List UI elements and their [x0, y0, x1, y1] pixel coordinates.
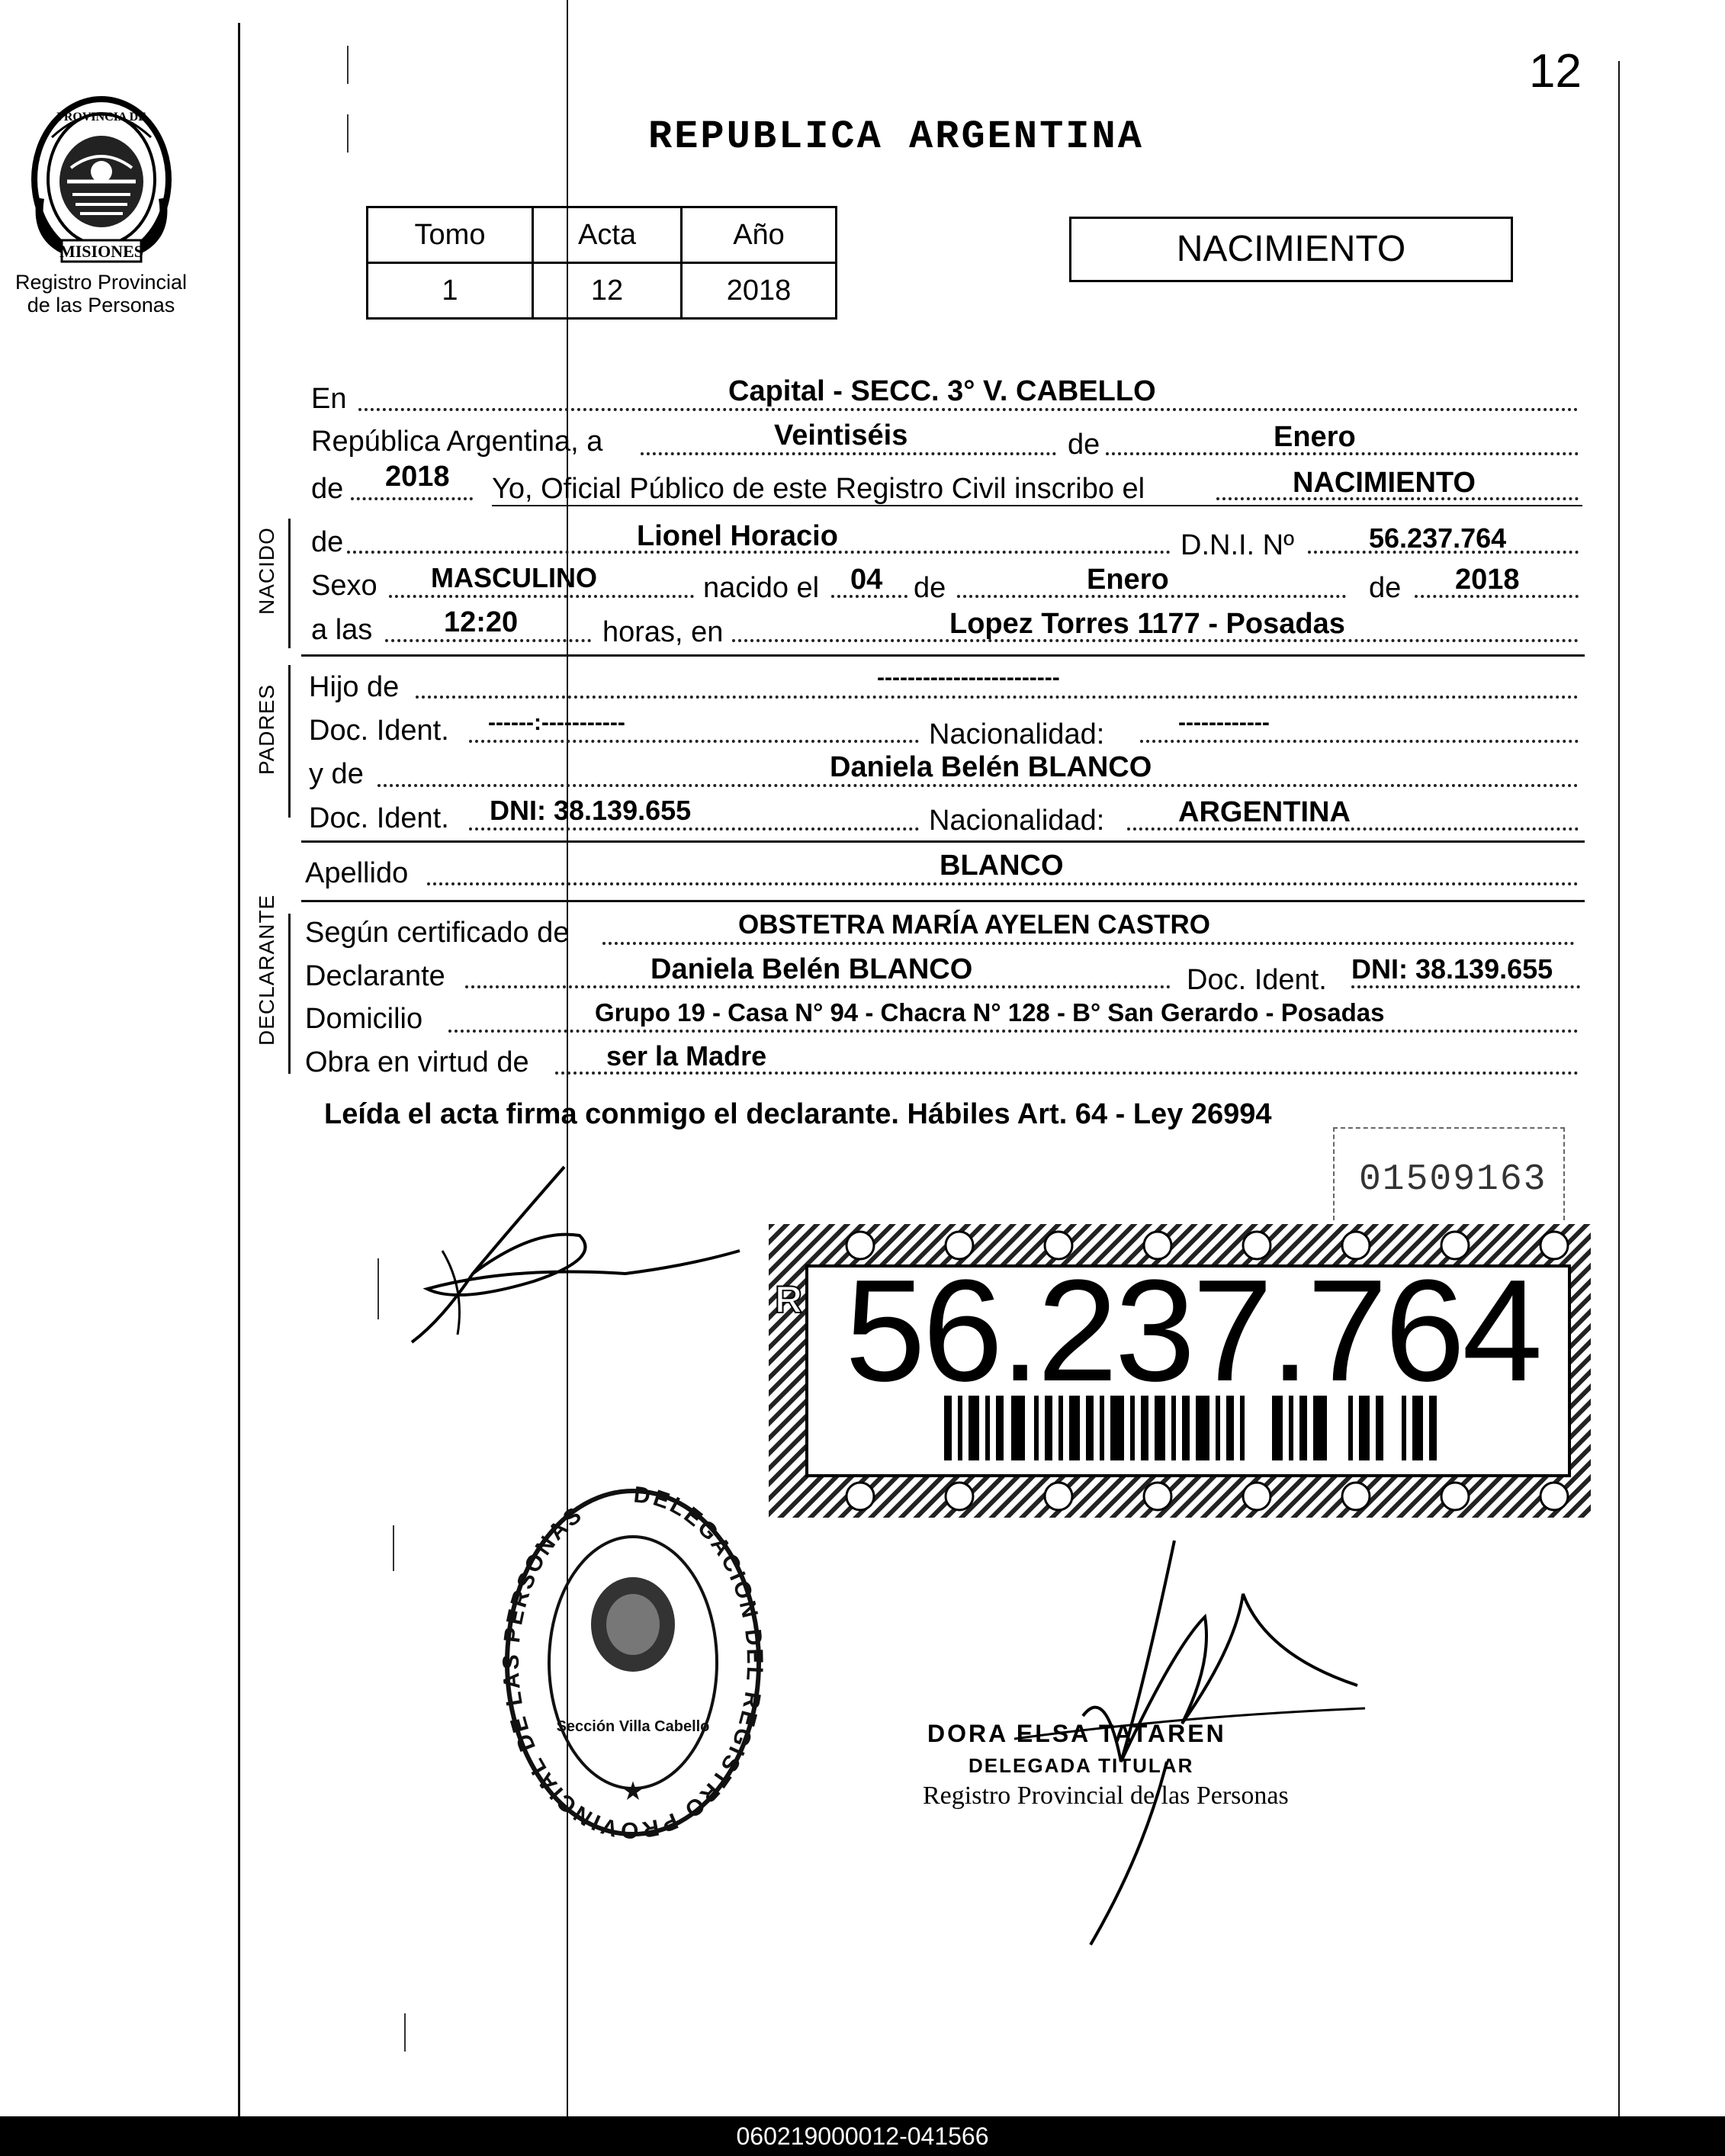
- horas-en-label: horas, en: [602, 616, 724, 648]
- registry-header-row: [368, 207, 837, 263]
- doc-ident-label: Doc. Ident.: [1187, 964, 1327, 996]
- section-bar: [288, 519, 291, 648]
- y-de-label: y de: [309, 758, 364, 790]
- dni-label: D.N.I. Nº: [1181, 529, 1294, 561]
- page-number: 12: [1529, 45, 1582, 98]
- sticker-pattern-letter: R: [775, 1278, 803, 1321]
- country-title: REPUBLICA ARGENTINA: [648, 114, 1144, 159]
- apellido-label: Apellido: [305, 857, 409, 889]
- scan-dash: [393, 1525, 394, 1571]
- scan-dash: [347, 114, 349, 153]
- emblem-top-text: PROVINCIA DE: [56, 111, 146, 124]
- registry-table: [366, 206, 837, 320]
- birth-year-value: 2018: [1455, 564, 1520, 596]
- dotted-line: [416, 696, 1579, 699]
- nacido-section-label: NACIDO: [255, 527, 278, 615]
- nacido-el-label: nacido el: [703, 572, 820, 604]
- acta-header: Acta: [533, 207, 682, 263]
- en-label: En: [311, 383, 347, 415]
- declarante-label: Declarante: [305, 960, 445, 992]
- hijo-de-label: Hijo de: [309, 671, 400, 703]
- declarante-section-label: DECLARANTE: [255, 894, 278, 1046]
- place-value: Capital - SECC. 3° V. CABELLO: [728, 375, 1156, 407]
- father-doc-value: ------:-----------: [488, 710, 625, 735]
- father-name-value: ------------------------: [877, 665, 1060, 690]
- logo-caption-line2: de las Personas: [27, 294, 175, 316]
- doc-ident-label: Doc. Ident.: [309, 715, 449, 747]
- seal-ring-text: DELEGACION DEL REGISTRO PROVINCIAL DE LAS PERSONAS: [498, 1482, 768, 1843]
- day-words-value: Veintiséis: [774, 419, 908, 451]
- section-separator: [301, 840, 1585, 843]
- declarant-signature-icon: [397, 1159, 763, 1358]
- mother-doc-value: DNI: 38.139.655: [490, 795, 692, 826]
- scan-dash: [404, 2013, 406, 2052]
- apellido-value: BLANCO: [940, 850, 1064, 882]
- act-type-box: NACIMIENTO: [1069, 217, 1513, 282]
- section-separator: [301, 900, 1585, 902]
- de-label: de: [311, 473, 344, 505]
- a-las-label: a las: [311, 614, 373, 646]
- domicilio-label: Domicilio: [305, 1003, 423, 1035]
- nacionalidad-label: Nacionalidad:: [929, 718, 1105, 750]
- tomo-header: Tomo: [368, 207, 533, 263]
- logo-caption-line1: Registro Provincial: [14, 271, 188, 294]
- svg-text:★: ★: [621, 1777, 645, 1806]
- act-word-value: NACIMIENTO: [1293, 467, 1476, 499]
- de-label: de: [1068, 429, 1100, 461]
- tomo-value: 1: [368, 263, 533, 319]
- birth-month-value: Enero: [1087, 564, 1169, 596]
- scan-dash: [347, 46, 349, 84]
- birth-day-value: 04: [850, 564, 883, 596]
- scan-dash: [377, 1258, 379, 1319]
- father-nationality-value: ------------: [1178, 710, 1270, 735]
- serial-stamp-frame: [1333, 1127, 1565, 1220]
- certificado-label: Según certificado de: [305, 917, 570, 949]
- mother-nationality-value: ARGENTINA: [1178, 796, 1351, 828]
- child-dni-value: 56.237.764: [1369, 522, 1507, 554]
- misiones-emblem-icon: [25, 92, 178, 271]
- birth-place-value: Lopez Torres 1177 - Posadas: [949, 608, 1345, 640]
- footer-code-bar: 060219000012-041566: [0, 2116, 1725, 2156]
- month-value: Enero: [1274, 421, 1356, 453]
- ano-value: 2018: [682, 263, 837, 319]
- officer-text: Yo, Oficial Público de este Registro Civil inscribo el: [492, 473, 1145, 505]
- domicilio-value: Grupo 19 - Casa N° 94 - Chacra N° 128 - B° San Gerardo - Posadas: [595, 998, 1385, 1027]
- year-value: 2018: [385, 461, 450, 493]
- closing-statement: Leída el acta firma conmigo el declarante. Hábiles Art. 64 - Ley 26994: [324, 1098, 1272, 1130]
- child-name-value: Lionel Horacio: [637, 520, 838, 552]
- ano-header: Año: [682, 207, 837, 263]
- republic-label: República Argentina, a: [311, 426, 603, 458]
- section-bar: [288, 665, 291, 818]
- declarante-value: Daniela Belén BLANCO: [650, 953, 973, 985]
- mother-name-value: Daniela Belén BLANCO: [830, 751, 1152, 783]
- underline: [492, 505, 1582, 506]
- scan-right-line: [1618, 61, 1620, 2116]
- doc-ident-label: Doc. Ident.: [309, 802, 449, 834]
- acta-value: 12: [533, 263, 682, 319]
- dni-sticker: [769, 1224, 1591, 1518]
- scan-margin-line: [238, 23, 240, 2116]
- seal-inner-text: Sección Villa Cabello: [556, 1718, 710, 1735]
- section-separator: [301, 654, 1585, 657]
- dni-sticker-number: 56.237.764: [845, 1250, 1540, 1412]
- nacionalidad-label: Nacionalidad:: [929, 805, 1105, 837]
- official-seal-icon: [496, 1480, 770, 1846]
- de-label: de: [914, 572, 946, 604]
- birth-time-value: 12:20: [444, 606, 519, 638]
- sexo-value: MASCULINO: [431, 562, 597, 593]
- sexo-label: Sexo: [311, 570, 377, 602]
- signatory-organization: Registro Provincial de las Personas: [923, 1782, 1289, 1810]
- de-label: de: [311, 526, 344, 558]
- registry-logo: [8, 92, 194, 316]
- emblem-bottom-text: MISIONES: [59, 242, 143, 261]
- registry-value-row: [368, 263, 837, 319]
- padres-section-label: PADRES: [255, 683, 278, 775]
- signatory-title: DELEGADA TITULAR: [969, 1754, 1194, 1777]
- dotted-line: [351, 497, 473, 500]
- obra-label: Obra en virtud de: [305, 1046, 529, 1078]
- obra-value: ser la Madre: [606, 1040, 767, 1072]
- signatory-name: DORA ELSA TATAREN: [927, 1720, 1226, 1747]
- de-label: de: [1369, 572, 1402, 604]
- dotted-line: [1351, 985, 1580, 988]
- section-bar: [288, 914, 291, 1074]
- form-serial-number: 01509163: [1359, 1159, 1547, 1200]
- declarante-doc-value: DNI: 38.139.655: [1351, 953, 1553, 985]
- certificado-value: OBSTETRA MARÍA AYELEN CASTRO: [738, 910, 1211, 940]
